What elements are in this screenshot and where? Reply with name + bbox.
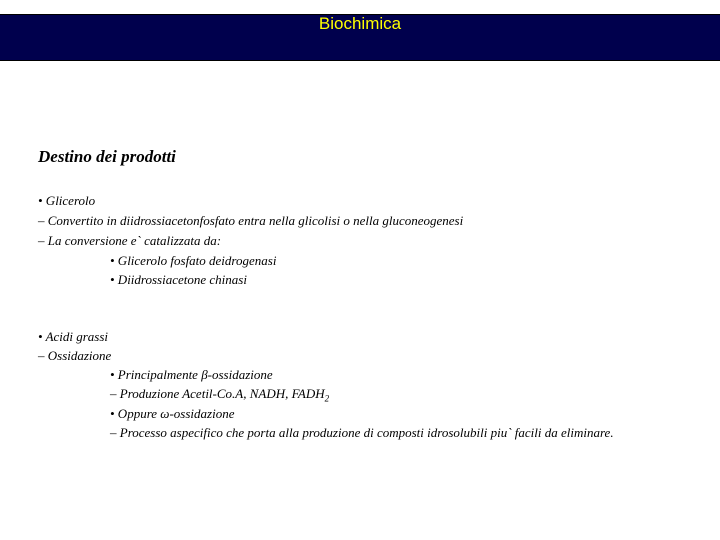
acidi-grassi-sub-3: • Oppure ω-ossidazione (110, 406, 235, 421)
acidi-grassi-sub-1: • Principalmente β-ossidazione (110, 367, 273, 382)
glicerolo-line-1: – Convertito in diidrossiacetonfosfato entra nella glicolisi o nella gluconeogenesi (38, 213, 464, 228)
acidi-grassi-line-1: – Ossidazione (38, 348, 112, 363)
glicerolo-sub-1: • Glicerolo fosfato deidrogenasi (110, 253, 277, 268)
section-title: Destino dei prodotti (38, 147, 176, 166)
glicerolo-heading: • Glicerolo (38, 193, 96, 208)
page-title: Biochimica (318, 14, 402, 33)
acidi-grassi-sub-2-text: – Produzione Acetil-Co.A, NADH, FADH (110, 386, 325, 401)
acidi-grassi-sub-4: – Processo aspecifico che porta alla produzione di composti idrosolubili piu` facili da eliminare. (110, 425, 614, 440)
glicerolo-sub-2: • Diidrossiacetone chinasi (110, 272, 247, 287)
glicerolo-line-2: – La conversione e` catalizzata da: (38, 233, 222, 248)
acidi-grassi-heading: • Acidi grassi (38, 329, 109, 344)
acidi-grassi-sub-2-subscript: 2 (324, 393, 330, 404)
